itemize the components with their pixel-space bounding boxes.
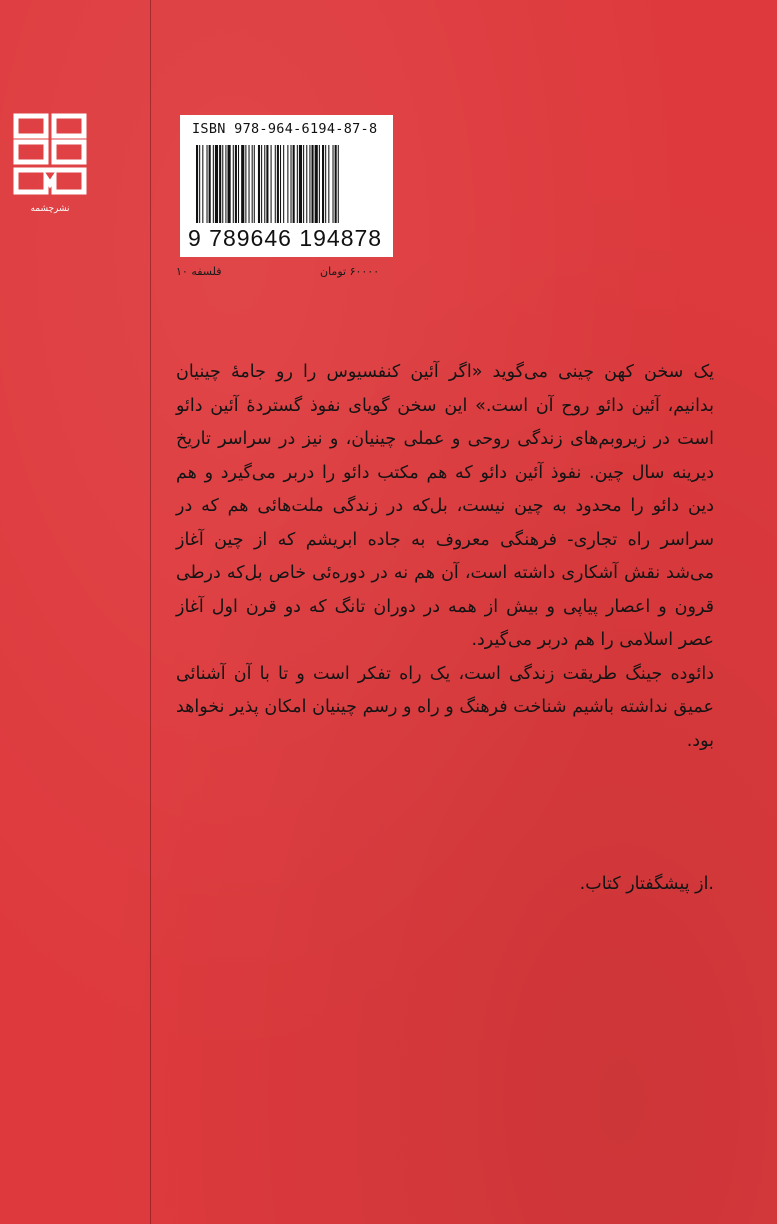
barcode-digits: 9 789646 194878 [188, 225, 383, 251]
blurb-paragraph-1: یک سخن کهن چینی می‌گوید «اگر آئین کنفسیوس را رو جامهٔ چینیان بدانیم، آئین دائو روح آن است.» این سخن گویای نفوذ گستردهٔ آئین دائو است در زیروبم‌های زندگی روحی و عملی چینیان، و نیز در سراسر تاریخ دیرینه سال چین. نفوذ آئین دائو که هم مکتب دائو را دربر می‌گیرد و هم دین دائو را محدود به چین نیست، بل‌که در زندگی ملت‌هائی هم که در سراسر راه تجاری- فرهنگی معروف به جاده ابریشم که از چین آغاز می‌شد نقش آشکاری داشته است، آن هم نه در دوره‌ئی خاص بل‌که درطی قرون و اعصار پیاپی و بیش از همه در دوران تانگ که دو قرن اول آغاز عصر اسلامی را هم دربر می‌گیرد. [176, 362, 714, 650]
isbn-label: ISBN 978-964-6194-87-8 [192, 121, 378, 137]
spine-fold-line [150, 0, 151, 1224]
book-logo-icon [12, 112, 88, 204]
publisher-logo [12, 112, 88, 222]
blurb-text [176, 356, 714, 758]
blurb-paragraph-2: دائوده جینگ طریقت زندگی است، یک راه تفکر است و تا با آن آشنائی عمیق نداشته باشیم شناخت فرهنگ و راه و رسم چینیان امکان پذیر نخواهد بود. [176, 663, 714, 751]
publisher-name: نشرچشمه [30, 204, 70, 214]
series-label: فلسفه ۱۰ [176, 265, 222, 278]
barcode-bars [196, 145, 380, 223]
price-label: ۶۰۰۰۰ تومان [320, 265, 380, 278]
blurb-source: .از پیشگفتار کتاب. [579, 874, 714, 894]
isbn-barcode [180, 115, 393, 257]
